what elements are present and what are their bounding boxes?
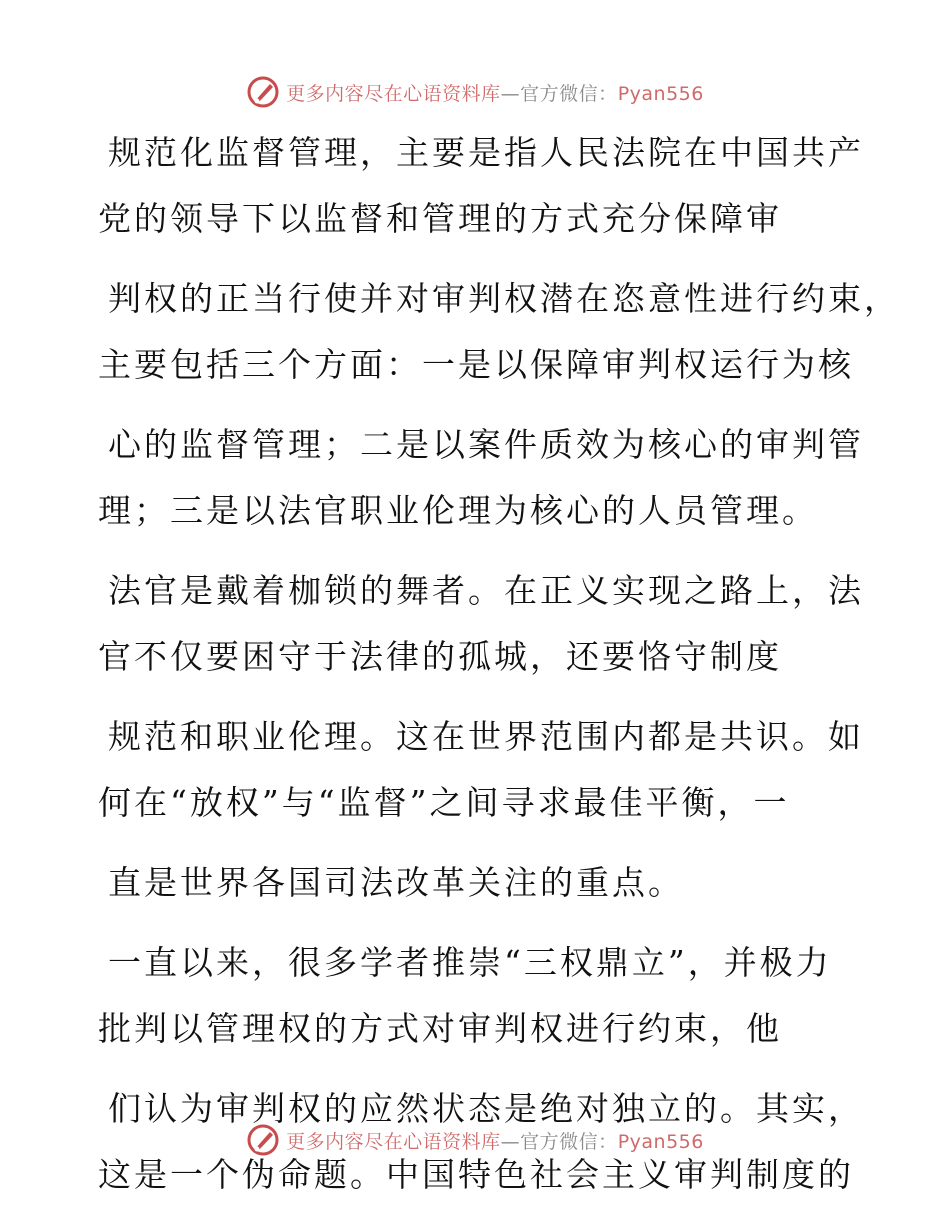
document-body (0, 120, 950, 1222)
paragraph (0, 704, 950, 836)
text-line: 这是一个伪命题。中国特色社会主义审判制度的 (98, 1155, 854, 1194)
text-line: 们认为审判权的应然状态是绝对独立的。其实， (108, 1089, 864, 1128)
footer-banner (0, 1118, 950, 1162)
text-line: 官不仅要困守于法律的孤城，还要恪守制度 (98, 637, 782, 676)
pen-nib-logo-icon (246, 75, 280, 109)
footer-banner-text: 更多内容尽在心语资料库—官方微信：Pyan556 (286, 1130, 704, 1153)
paragraph (0, 120, 950, 252)
text-line: 党的领导下以监督和管理的方式充分保障审 (98, 199, 782, 238)
header-banner (0, 70, 950, 114)
text-line: 一直以来，很多学者推崇“三权鼎立”，并极力 (108, 943, 832, 982)
text-line: 批判以管理权的方式对审判权进行约束，他 (98, 1009, 782, 1048)
text-line: 何在“放权”与“监督”之间寻求最佳平衡，一 (98, 783, 790, 822)
header-banner-text: 更多内容尽在心语资料库—官方微信：Pyan556 (286, 82, 704, 105)
paragraph (0, 266, 950, 398)
text-line: 理；三是以法官职业伦理为核心的人员管理。 (98, 491, 818, 530)
text-line: 法官是戴着枷锁的舞者。在正义实现之路上，法 (108, 571, 864, 610)
paragraph (0, 930, 950, 1062)
text-line: 主要包括三个方面：一是以保障审判权运行为核 (98, 345, 854, 384)
paragraph (0, 558, 950, 690)
text-line: 直是世界各国司法改革关注的重点。 (108, 863, 684, 902)
text-line: 心的监督管理；二是以案件质效为核心的审判管 (108, 425, 864, 464)
text-line: 判权的正当行使并对审判权潜在恣意性进行约束， (108, 279, 900, 318)
text-line: 规范化监督管理，主要是指人民法院在中国共产 (108, 133, 864, 172)
text-line: 规范和职业伦理。这在世界范围内都是共识。如 (108, 717, 864, 756)
paragraph (0, 850, 950, 916)
paragraph (0, 412, 950, 544)
pen-nib-logo-icon (246, 1123, 280, 1157)
